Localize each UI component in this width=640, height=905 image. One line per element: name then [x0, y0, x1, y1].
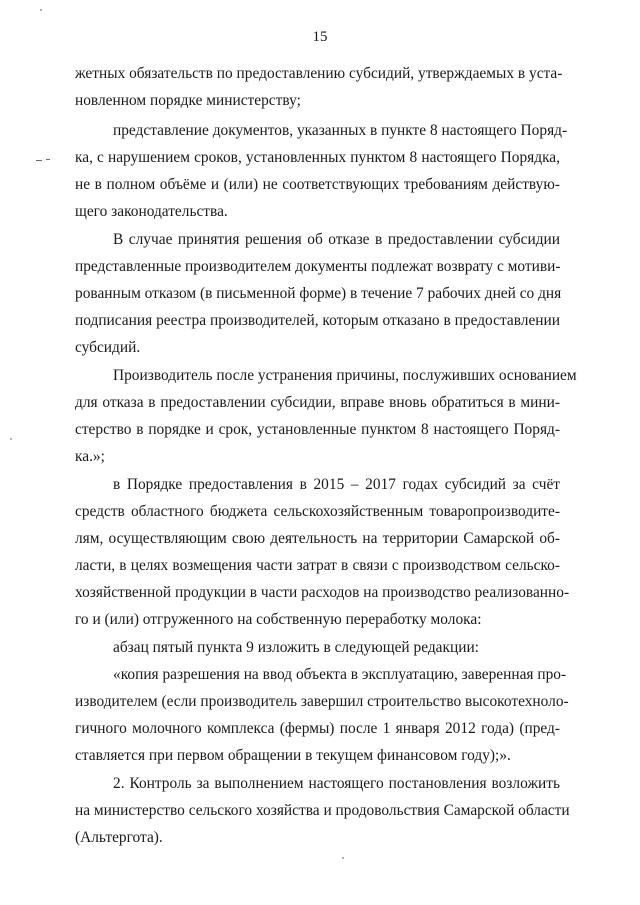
scan-speck — [40, 9, 42, 11]
text-line: на министерство сельского хозяйства и продовольствия Самарской области — [75, 802, 570, 819]
scan-speck — [10, 438, 12, 440]
scan-margin-mark — [46, 159, 50, 160]
text-line: представленные производителем документы подлежат возврату с мотиви- — [75, 258, 561, 275]
text-line: В случае принятия решения об отказе в предоставлении субсидии — [113, 231, 560, 248]
text-line: не в полном объёме и (или) не соответствующих требованиям действую- — [75, 176, 560, 193]
text-line: Производитель после устранения причины, послуживших основанием — [113, 367, 577, 384]
text-line: рованным отказом (в письменной форме) в течение 7 рабочих дней со дня — [75, 285, 562, 302]
text-line: стерство в порядке и срок, установленные пунктом 8 настоящего Поряд- — [75, 421, 560, 438]
text-line: лям, осуществляющим свою деятельность на территории Самарской об- — [75, 530, 560, 547]
text-line: хозяйственной продукции в части расходов на производство реализованно- — [75, 584, 570, 601]
text-line: представление документов, указанных в пункте 8 настоящего Поряд- — [113, 122, 568, 139]
text-line: жетных обязательств по предоставлению субсидий, утверждаемых в уста- — [75, 65, 563, 82]
text-line: щего законодательства. — [75, 203, 228, 220]
scan-margin-mark — [36, 160, 42, 161]
text-line: (Альтергота). — [75, 829, 163, 846]
text-line: ка.»; — [75, 448, 105, 465]
text-line: для отказа в предоставлении субсидии, вправе вновь обратиться в мини- — [75, 394, 560, 411]
text-line: изводителем (если производитель завершил строительство высокотехноло- — [75, 693, 569, 710]
text-line: го и (или) отгруженного на собственную переработку молока: — [75, 611, 482, 628]
text-line: в Порядке предоставления в 2015 – 2017 годах субсидий за счёт — [113, 476, 560, 493]
page-number: 15 — [312, 29, 328, 45]
text-line: гичного молочного комплекса (фермы) после 1 января 2012 года) (пред- — [75, 720, 560, 737]
scan-speck — [342, 857, 344, 859]
text-line: средств областного бюджета сельскохозяйственным товаропроизводите- — [75, 503, 560, 520]
text-line: ласти, в целях возмещения части затрат в связи с производством сельско- — [75, 557, 560, 574]
text-line: подписания реестра производителей, которым отказано в предоставлении — [75, 312, 560, 329]
text-line: «копия разрешения на ввод объекта в эксплуатацию, заверенная про- — [113, 666, 567, 683]
text-line: новленном порядке министерству; — [75, 92, 301, 109]
text-line: субсидий. — [75, 339, 141, 356]
text-line: абзац пятый пункта 9 изложить в следующей редакции: — [113, 639, 479, 656]
text-line: 2. Контроль за выполнением настоящего постановления возложить — [113, 775, 560, 792]
text-line: ка, с нарушением сроков, установленных пунктом 8 настоящего Порядка, — [75, 149, 560, 166]
text-line: ставляется при первом обращении в текущем финансовом году);». — [75, 747, 511, 764]
